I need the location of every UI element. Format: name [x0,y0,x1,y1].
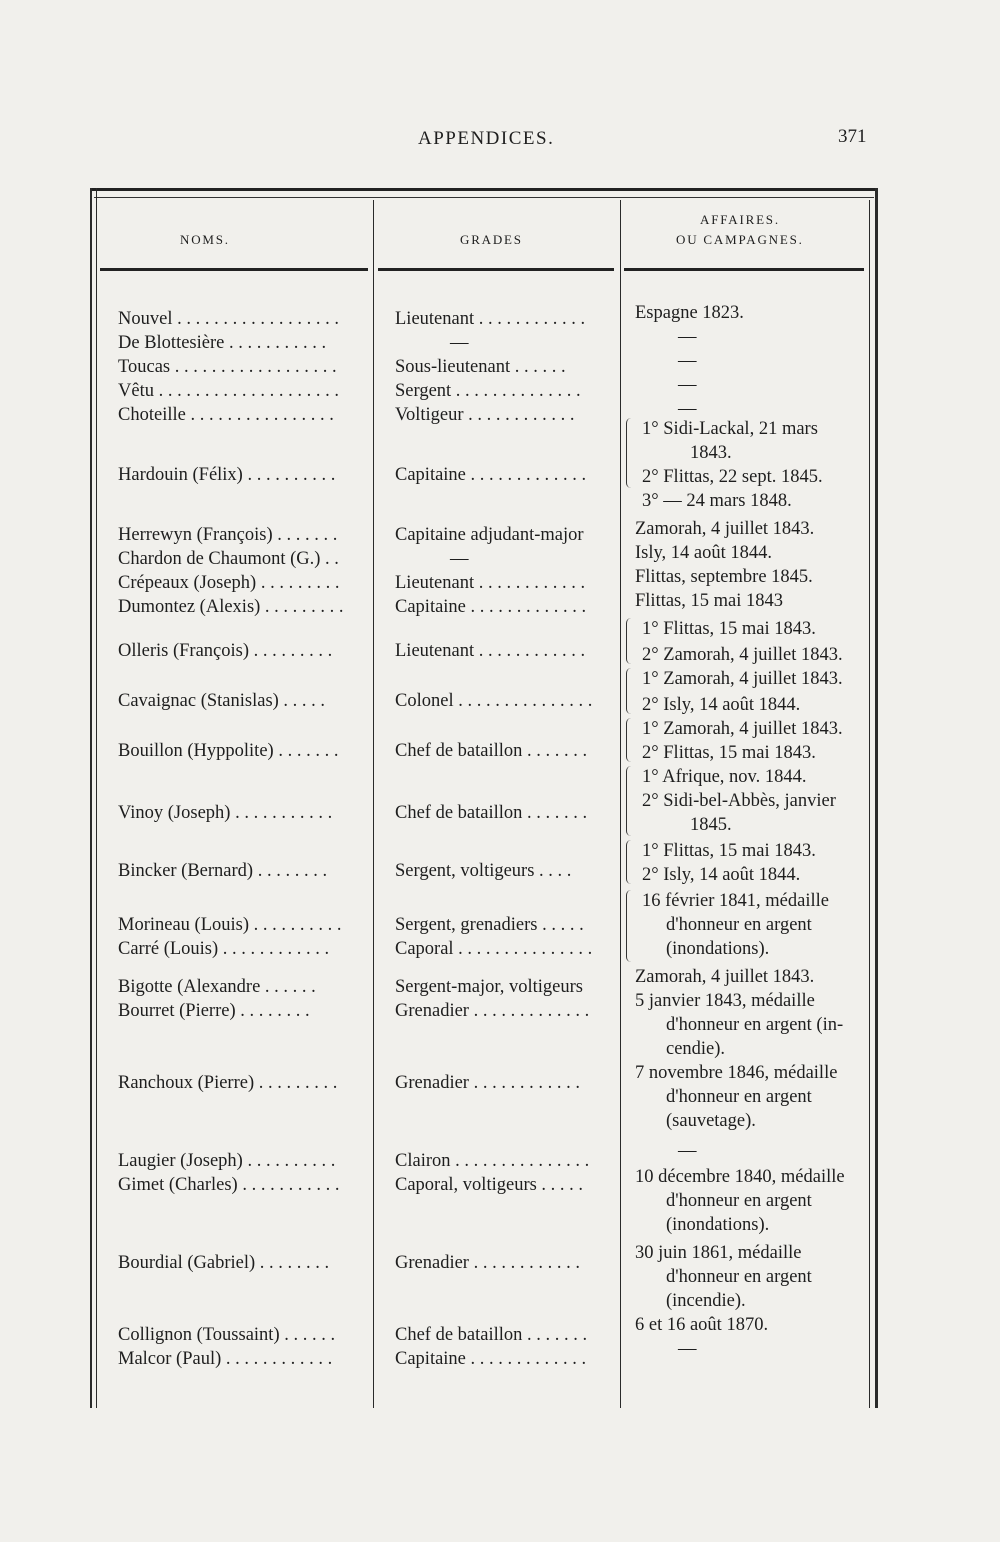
table-left-border-inner [96,188,97,1408]
table-left-border [90,188,92,1408]
affaire-line: Flittas, septembre 1845. [635,567,813,587]
affaire-line: 1° Afrique, nov. 1844. [642,767,807,787]
grade-cell: Chef de bataillon . . . . . . . [395,803,588,823]
affaire-line: cendie). [666,1039,726,1059]
grade-cell: Capitaine . . . . . . . . . . . . . [395,465,587,485]
affaire-line: 10 décembre 1840, médaille [635,1167,845,1187]
grade-cell: Colonel . . . . . . . . . . . . . . . [395,691,593,711]
grade-cell: Capitaine adjudant-major [395,525,584,545]
affaire-line: — [678,327,697,347]
grade-cell: — [450,333,469,353]
grade-cell: Capitaine . . . . . . . . . . . . . [395,597,587,617]
grade-cell: Sergent, grenadiers . . . . . [395,915,584,935]
table-right-border [875,188,878,1408]
table-top-rule [90,188,878,191]
affaire-line: 1843. [690,443,732,463]
affaire-line: 1° Zamorah, 4 juillet 1843. [642,669,843,689]
affaire-line: 1° Sidi-Lackal, 21 mars [642,419,818,439]
column-header-campagnes: OU CAMPAGNES. [676,232,804,247]
affaire-line: 3° — 24 mars 1848. [642,491,792,511]
name-cell: Cavaignac (Stanislas) . . . . . [118,691,326,711]
affaire-line: d'honneur en argent [666,1087,812,1107]
grade-cell: Sergent-major, voltigeurs [395,977,583,997]
affaire-line: (incendie). [666,1291,746,1311]
column-divider-1 [373,200,374,1408]
grade-cell: Caporal, voltigeurs . . . . . [395,1175,584,1195]
affaire-line: d'honneur en argent [666,915,812,935]
brace-mark [626,766,631,836]
affaire-line: 1° Flittas, 15 mai 1843. [642,841,816,861]
name-cell: Bouillon (Hyppolite) . . . . . . . [118,741,339,761]
name-cell: Bigotte (Alexandre . . . . . . [118,977,316,997]
affaire-line: 2° Isly, 14 août 1844. [642,695,801,715]
affaire-line: 1845. [690,815,732,835]
name-cell: Crépeaux (Joseph) . . . . . . . . . [118,573,340,593]
grade-cell: Lieutenant . . . . . . . . . . . . [395,573,586,593]
table-right-border-inner [869,200,870,1408]
affaire-line: d'honneur en argent (in- [666,1015,844,1035]
name-cell: Gimet (Charles) . . . . . . . . . . . [118,1175,340,1195]
grade-cell: Capitaine . . . . . . . . . . . . . [395,1349,587,1369]
name-cell: Malcor (Paul) . . . . . . . . . . . . [118,1349,333,1369]
affaire-line: 1° Flittas, 15 mai 1843. [642,619,816,639]
header-rule-affaires [624,268,864,271]
name-cell: Bourret (Pierre) . . . . . . . . [118,1001,310,1021]
name-cell: Vinoy (Joseph) . . . . . . . . . . . [118,803,333,823]
affaire-line: 7 novembre 1846, médaille [635,1063,838,1083]
affaire-line: 5 janvier 1843, médaille [635,991,815,1011]
affaire-line: 2° Flittas, 15 mai 1843. [642,743,816,763]
grade-cell: Chef de bataillon . . . . . . . [395,1325,588,1345]
affaire-line: 2° Zamorah, 4 juillet 1843. [642,645,843,665]
grade-cell: Lieutenant . . . . . . . . . . . . [395,641,586,661]
brace-mark [626,718,631,762]
grade-cell: Sergent . . . . . . . . . . . . . . [395,381,581,401]
name-cell: Chardon de Chaumont (G.) . . [118,549,339,569]
grade-cell: Grenadier . . . . . . . . . . . . . [395,1001,590,1021]
name-cell: Carré (Louis) . . . . . . . . . . . . [118,939,330,959]
affaire-line: (inondations). [666,1215,770,1235]
name-cell: Hardouin (Félix) . . . . . . . . . . [118,465,336,485]
affaire-line: — [678,399,697,419]
column-header-affaires: AFFAIRES. [700,212,780,227]
grade-cell: — [450,549,469,569]
column-divider-2 [620,200,621,1408]
affaire-line: Flittas, 15 mai 1843 [635,591,783,611]
affaire-line: 30 juin 1861, médaille [635,1243,802,1263]
name-cell: Nouvel . . . . . . . . . . . . . . . . . . [118,309,339,329]
affaire-line: 1° Zamorah, 4 juillet 1843. [642,719,843,739]
affaire-line: 16 février 1841, médaille [642,891,829,911]
column-header-grades: GRADES [460,232,523,247]
name-cell: Choteille . . . . . . . . . . . . . . . . [118,405,334,425]
name-cell: Vêtu . . . . . . . . . . . . . . . . . . . . [118,381,339,401]
header-rule-names [100,268,368,271]
name-cell: De Blottesière . . . . . . . . . . . [118,333,327,353]
page-number: 371 [838,126,867,147]
affaire-line: 2° Isly, 14 août 1844. [642,865,801,885]
name-cell: Dumontez (Alexis) . . . . . . . . . [118,597,344,617]
affaire-line: (inondations). [666,939,770,959]
name-cell: Bincker (Bernard) . . . . . . . . [118,861,328,881]
name-cell: Olleris (François) . . . . . . . . . [118,641,333,661]
grade-cell: Caporal . . . . . . . . . . . . . . . [395,939,593,959]
header-rule-grades [378,268,614,271]
affaire-line: (sauvetage). [666,1111,756,1131]
column-header-names: NOMS. [180,232,230,247]
grade-cell: Grenadier . . . . . . . . . . . . [395,1253,580,1273]
grade-cell: Clairon . . . . . . . . . . . . . . . [395,1151,590,1171]
grade-cell: Voltigeur . . . . . . . . . . . . [395,405,575,425]
brace-mark [626,840,631,884]
brace-mark [626,418,631,488]
affaire-line: — [678,351,697,371]
affaire-line: 6 et 16 août 1870. [635,1315,769,1335]
name-cell: Collignon (Toussaint) . . . . . . [118,1325,336,1345]
name-cell: Herrewyn (François) . . . . . . . [118,525,338,545]
affaire-line: — [678,1141,697,1161]
affaire-line: 2° Sidi-bel-Abbès, janvier [642,791,836,811]
grade-cell: Chef de bataillon . . . . . . . [395,741,588,761]
affaire-line: Zamorah, 4 juillet 1843. [635,519,815,539]
affaire-line: Zamorah, 4 juillet 1843. [635,967,815,987]
grade-cell: Sous-lieutenant . . . . . . [395,357,566,377]
affaire-line: Espagne 1823. [635,303,744,323]
brace-mark [626,668,631,714]
affaire-line: d'honneur en argent [666,1267,812,1287]
name-cell: Ranchoux (Pierre) . . . . . . . . . [118,1073,338,1093]
brace-mark [626,618,631,664]
register-table [90,188,878,1408]
running-head: APPENDICES. [418,128,555,149]
grade-cell: Lieutenant . . . . . . . . . . . . [395,309,586,329]
grade-cell: Grenadier . . . . . . . . . . . . [395,1073,580,1093]
affaire-line: — [678,1339,697,1359]
grade-cell: Sergent, voltigeurs . . . . [395,861,572,881]
name-cell: Bourdial (Gabriel) . . . . . . . . [118,1253,330,1273]
affaire-line: 2° Flittas, 22 sept. 1845. [642,467,823,487]
name-cell: Laugier (Joseph) . . . . . . . . . . [118,1151,336,1171]
brace-mark [626,890,631,962]
name-cell: Toucas . . . . . . . . . . . . . . . . . . [118,357,337,377]
table-top-rule-inner [94,197,874,198]
affaire-line: — [678,375,697,395]
affaire-line: d'honneur en argent [666,1191,812,1211]
affaire-line: Isly, 14 août 1844. [635,543,773,563]
name-cell: Morineau (Louis) . . . . . . . . . . [118,915,342,935]
